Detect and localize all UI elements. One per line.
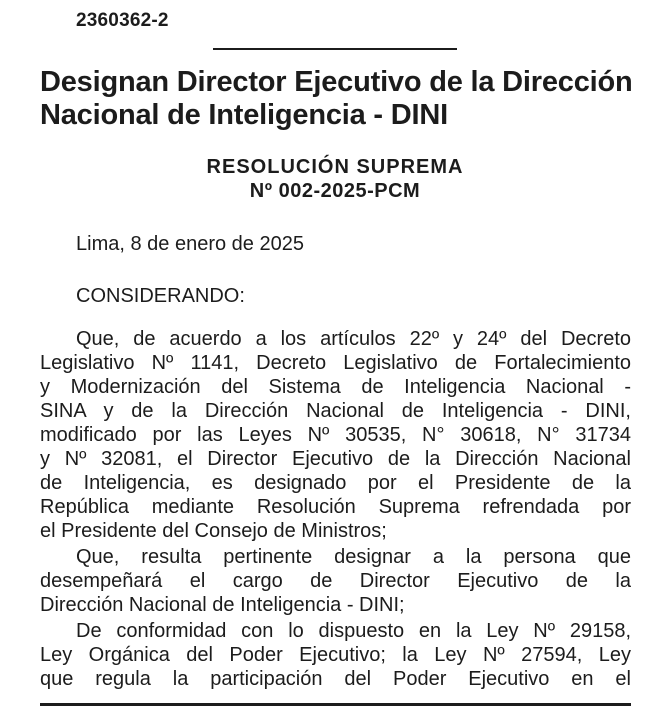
body-line: Ley Orgánica del Poder Ejecutivo; la Ley Nº 27594, Ley [40, 644, 631, 666]
resolution-number: Nº 002-2025-PCM [249, 180, 421, 202]
date-line: Lima, 8 de enero de 2025 [76, 233, 304, 255]
body-line: que regula la participación del Poder Ejecutivo en el [40, 668, 631, 690]
body-line: y Nº 32081, el Director Ejecutivo de la Dirección Nacional [40, 448, 631, 470]
body-line: Dirección Nacional de Inteligencia - DINI; [40, 594, 405, 616]
body-line: de Inteligencia, es designado por el Presidente de la [40, 472, 631, 494]
body-line: modificado por las Leyes Nº 30535, N° 30618, N° 31734 [40, 424, 631, 446]
body-line: el Presidente del Consejo de Ministros; [40, 520, 387, 542]
header-divider [213, 48, 457, 50]
body-line: SINA y de la Dirección Nacional de Inteligencia - DINI, [40, 400, 631, 422]
body-line: Legislativo Nº 1141, Decreto Legislativo de Fortalecimiento [40, 352, 631, 374]
body-line: Que, resulta pertinente designar a la persona que [76, 546, 631, 568]
document-code: 2360362-2 [76, 10, 169, 31]
body-line: desempeñará el cargo de Director Ejecutivo de la [40, 570, 631, 592]
page-title: Designan Director Ejecutivo de la Dirección Nacional de Inteligencia - DINI [40, 66, 633, 131]
body-line: y Modernización del Sistema de Inteligencia Nacional - [40, 376, 631, 398]
body-line: Que, de acuerdo a los artículos 22º y 24º del Decreto [76, 328, 631, 350]
body-line: República mediante Resolución Suprema refrendada por [40, 496, 631, 518]
considerando-heading: CONSIDERANDO: [76, 285, 245, 307]
resolution-title: RESOLUCIÓN SUPREMA [206, 156, 464, 178]
footer-divider [40, 703, 631, 706]
body-line: De conformidad con lo dispuesto en la Ley Nº 29158, [76, 620, 631, 642]
